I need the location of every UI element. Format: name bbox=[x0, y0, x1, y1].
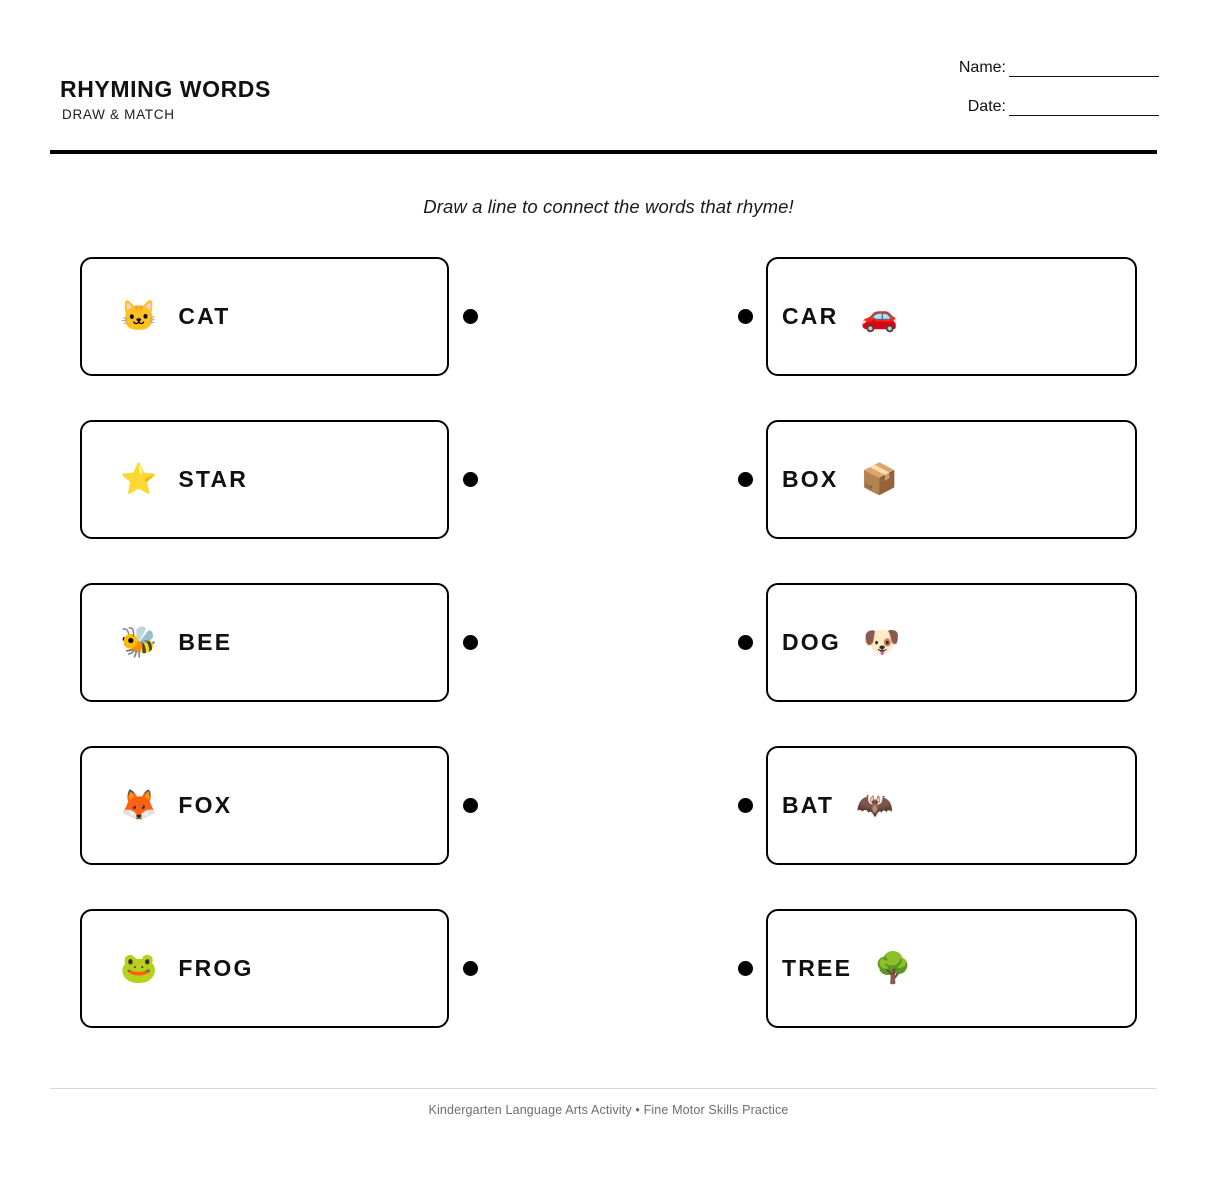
honeybee-emoji: 🐝 bbox=[120, 625, 158, 659]
connector-dot-right[interactable] bbox=[738, 798, 753, 813]
match-grid bbox=[0, 257, 1217, 1072]
word-label-right: TREE bbox=[782, 955, 853, 981]
match-row bbox=[0, 746, 1217, 909]
dog-face-emoji: 🐶 bbox=[863, 625, 901, 659]
header-divider bbox=[50, 150, 1157, 154]
word-card-left[interactable] bbox=[80, 746, 449, 865]
word-label-left: BEE bbox=[178, 629, 233, 655]
connector-dot-left[interactable] bbox=[463, 472, 478, 487]
word-card-left[interactable] bbox=[80, 909, 449, 1028]
word-label-left: STAR bbox=[178, 466, 249, 492]
footer-divider bbox=[50, 1088, 1157, 1089]
connector-dot-right[interactable] bbox=[738, 309, 753, 324]
word-card-left[interactable] bbox=[80, 583, 449, 702]
word-card-right[interactable] bbox=[766, 909, 1137, 1028]
connector-dot-right[interactable] bbox=[738, 472, 753, 487]
name-row bbox=[739, 60, 1159, 77]
title-block bbox=[60, 78, 271, 122]
word-card-right[interactable] bbox=[766, 583, 1137, 702]
student-meta-block bbox=[739, 60, 1159, 138]
word-card-left[interactable] bbox=[80, 257, 449, 376]
match-row bbox=[0, 257, 1217, 420]
cat-face-emoji: 🐱 bbox=[120, 299, 158, 333]
word-label-left: FOX bbox=[178, 792, 233, 818]
word-label-right: DOG bbox=[782, 629, 841, 655]
instruction-text: Draw a line to connect the words that rhyme! bbox=[423, 196, 794, 217]
connector-dot-right[interactable] bbox=[738, 635, 753, 650]
name-label: Name: bbox=[958, 59, 1006, 76]
star-emoji: ⭐ bbox=[120, 462, 158, 496]
connector-dot-left[interactable] bbox=[463, 635, 478, 650]
connector-dot-left[interactable] bbox=[463, 798, 478, 813]
word-card-left[interactable] bbox=[80, 420, 449, 539]
frog-face-emoji: 🐸 bbox=[120, 951, 158, 985]
connector-dot-left[interactable] bbox=[463, 309, 478, 324]
name-write-line[interactable] bbox=[1009, 64, 1159, 77]
date-label: Date: bbox=[967, 98, 1006, 115]
word-label-right: BAT bbox=[782, 792, 835, 818]
date-row bbox=[739, 99, 1159, 116]
fox-face-emoji: 🦊 bbox=[120, 788, 158, 822]
date-write-line[interactable] bbox=[1009, 103, 1159, 116]
word-label-left: CAT bbox=[178, 303, 231, 329]
tree-emoji: 🌳 bbox=[874, 951, 912, 985]
word-label-right: CAR bbox=[782, 303, 839, 329]
word-card-right[interactable] bbox=[766, 257, 1137, 376]
footer-caption: Kindergarten Language Arts Activity • Fine Motor Skills Practice bbox=[428, 1103, 789, 1117]
bat-emoji: 🦇 bbox=[856, 788, 894, 822]
word-label-right: BOX bbox=[782, 466, 839, 492]
page-title: RHYMING WORDS bbox=[60, 76, 271, 102]
page-subtitle: DRAW & MATCH bbox=[62, 107, 175, 122]
word-card-right[interactable] bbox=[766, 746, 1137, 865]
match-row bbox=[0, 583, 1217, 746]
word-label-left: FROG bbox=[178, 955, 254, 981]
match-row bbox=[0, 909, 1217, 1072]
match-row bbox=[0, 420, 1217, 583]
connector-dot-right[interactable] bbox=[738, 961, 753, 976]
word-card-right[interactable] bbox=[766, 420, 1137, 539]
worksheet-header bbox=[50, 0, 1167, 122]
package-emoji: 📦 bbox=[860, 462, 898, 496]
car-emoji: 🚗 bbox=[860, 299, 898, 333]
connector-dot-left[interactable] bbox=[463, 961, 478, 976]
